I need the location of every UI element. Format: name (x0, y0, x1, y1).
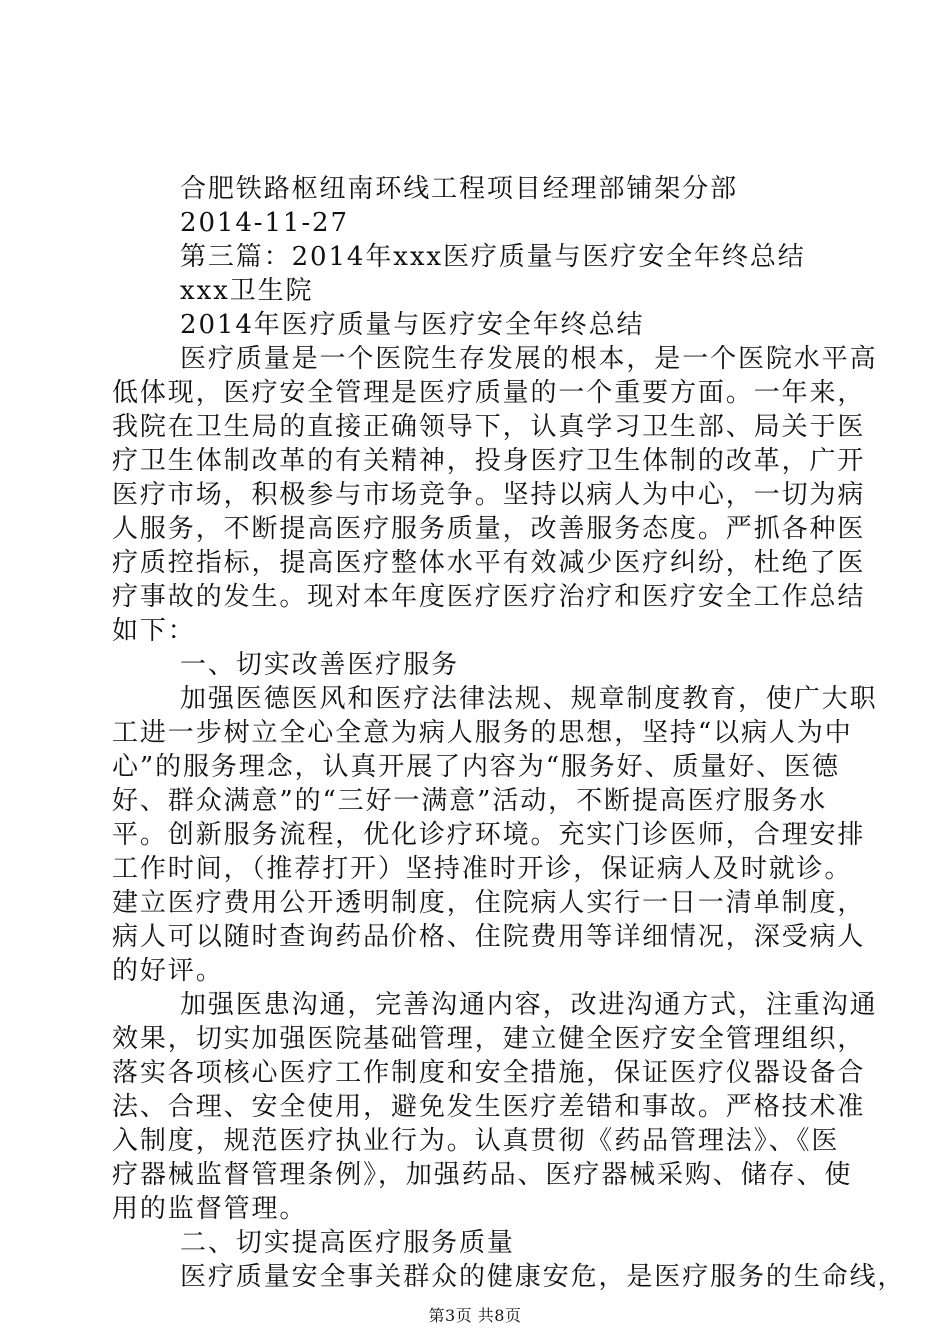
body-text-line: 用的监督管理。 (112, 1194, 308, 1224)
body-text-line: 医疗质量安全事关群众的健康安危，是医疗服务的生命线， (180, 1262, 906, 1292)
body-text-line: 医疗市场，积极参与市场竞争。坚持以病人为中心，一切为病 (112, 480, 866, 510)
body-text-line: 医疗质量是一个医院生存发展的根本，是一个医院水平高 (180, 344, 878, 374)
body-text-line: 建立医疗费用公开透明制度，住院病人实行一日一清单制度， (112, 888, 866, 918)
document-title: 2014年医疗质量与医疗安全年终总结 (180, 310, 645, 340)
body-text-line: 效果，切实加强医院基础管理，建立健全医疗安全管理组织， (112, 1024, 866, 1054)
body-text-line: 加强医德医风和医疗法律法规、规章制度教育，使广大职 (180, 684, 878, 714)
document-date: 2014-11-27 (180, 208, 349, 238)
body-text-line: 好、群众满意”的“三好一满意”活动，不断提高医疗服务水 (112, 786, 828, 816)
body-text-line: 落实各项核心医疗工作制度和安全措施，保证医疗仪器设备合 (112, 1058, 866, 1088)
body-text-line: 疗事故的发生。现对本年度医疗医疗治疗和医疗安全工作总结 (112, 582, 866, 612)
page-number-footer: 第3页 共8页 (428, 1306, 522, 1325)
body-text-line: 平。创新服务流程，优化诊疗环境。充实门诊医师，合理安排 (112, 820, 866, 850)
body-text-line: 低体现，医疗安全管理是医疗质量的一个重要方面。一年来， (112, 378, 866, 408)
subsection-heading: 二、切实提高医疗服务质量 (180, 1228, 515, 1258)
body-text-line: 我院在卫生局的直接正确领导下，认真学习卫生部、局关于医 (112, 412, 866, 442)
body-text-line: 工作时间，（推荐打开）坚持准时开诊，保证病人及时就诊。 (112, 854, 853, 884)
organization-name: xxx卫生院 (180, 276, 314, 306)
section-heading: 第三篇：2014年xxx医疗质量与医疗安全年终总结 (180, 242, 806, 272)
department-name: 合肥铁路枢纽南环线工程项目经理部铺架分部 (180, 174, 739, 204)
body-text-line: 人服务，不断提高医疗服务质量，改善服务态度。严抓各种医 (112, 514, 866, 544)
body-text-line: 疗器械监督管理条例》，加强药品、医疗器械采购、储存、使 (112, 1160, 853, 1190)
body-text-line: 如下： (112, 616, 196, 646)
body-text-line: 病人可以随时查询药品价格、住院费用等详细情况，深受病人 (112, 922, 866, 952)
body-text-line: 入制度，规范医疗执业行为。认真贯彻《药品管理法》、《医 (112, 1126, 840, 1156)
body-text-line: 疗质控指标，提高医疗整体水平有效减少医疗纠纷，杜绝了医 (112, 548, 866, 578)
body-text-line: 疗卫生体制改革的有关精神，投身医疗卫生体制的改革，广开 (112, 446, 866, 476)
body-text-line: 法、合理、安全使用，避免发生医疗差错和事故。严格技术准 (112, 1092, 866, 1122)
subsection-heading: 一、切实改善医疗服务 (180, 650, 460, 680)
body-text-line: 的好评。 (112, 956, 224, 986)
body-text-line: 心”的服务理念，认真开展了内容为“服务好、质量好、医德 (112, 752, 840, 782)
body-text-line: 工进一步树立全心全意为病人服务的思想，坚持“以病人为中 (112, 718, 853, 748)
body-text-line: 加强医患沟通，完善沟通内容，改进沟通方式，注重沟通 (180, 990, 878, 1020)
